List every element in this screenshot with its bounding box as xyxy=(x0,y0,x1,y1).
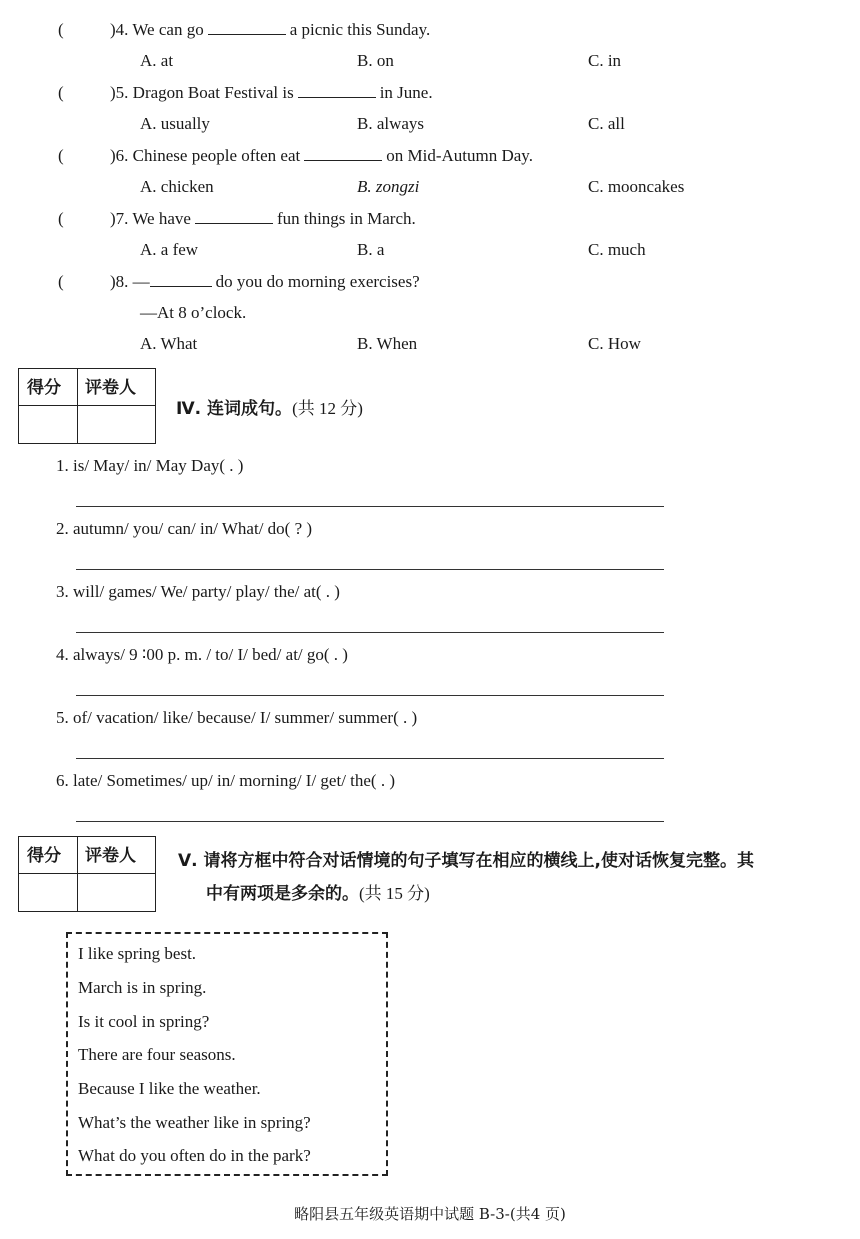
question-text: We can go xyxy=(132,20,204,39)
option-c: C. much xyxy=(588,240,646,259)
answer-line[interactable] xyxy=(76,695,664,696)
section-5-title-line1: Ⅴ. 请将方框中符合对话情境的句子填写在相应的横线上,使对话恢复完整。其 xyxy=(178,851,754,871)
score-label: 得分 xyxy=(27,846,61,866)
option-a: A. What xyxy=(140,334,198,353)
sentence-item-5: 5. of/ vacation/ like/ because/ I/ summer/ summer( . ) xyxy=(56,708,418,727)
sentence-item-4: 4. always/ 9 ∶00 p. m. / to/ I/ bed/ at/ go( . ) xyxy=(56,645,348,664)
question-number: )7. xyxy=(110,209,129,228)
answer-line[interactable] xyxy=(76,758,664,759)
sentence-item-6: 6. late/ Sometimes/ up/ in/ morning/ I/ get/ the( . ) xyxy=(56,771,396,790)
option-b: B. zongzi xyxy=(357,177,420,196)
option-a: A. usually xyxy=(140,114,210,133)
answer-paren[interactable]: ( xyxy=(58,272,64,291)
grader-label: 评卷人 xyxy=(85,378,136,398)
option-c: C. mooncakes xyxy=(588,177,685,196)
sentence-item-3: 3. will/ games/ We/ party/ play/ the/ at( . ) xyxy=(56,582,340,601)
frame-option: What’s the weather like in spring? xyxy=(78,1113,311,1132)
grader-label: 评卷人 xyxy=(85,846,136,866)
answer-line[interactable] xyxy=(76,569,664,570)
question-text: on Mid-Autumn Day. xyxy=(386,146,533,165)
score-box xyxy=(18,836,156,912)
answer-paren[interactable]: ( xyxy=(58,209,64,228)
frame-option: I like spring best. xyxy=(78,944,197,963)
answer-paren[interactable]: ( xyxy=(58,20,64,39)
frame-option: There are four seasons. xyxy=(78,1045,236,1064)
answer-line-text: —At 8 o’clock. xyxy=(140,303,247,322)
question-number: )8. xyxy=(110,272,129,291)
answer-paren[interactable]: ( xyxy=(58,146,64,165)
question-number: )5. xyxy=(110,83,129,102)
answer-line[interactable] xyxy=(76,632,664,633)
blank-line[interactable] xyxy=(208,20,286,35)
option-c: C. all xyxy=(588,114,625,133)
question-text: a picnic this Sunday. xyxy=(289,20,431,39)
question-text: Chinese people often eat xyxy=(132,146,301,165)
sentence-item-2: 2. autumn/ you/ can/ in/ What/ do( ? ) xyxy=(56,519,313,538)
question-text: Dragon Boat Festival is xyxy=(132,83,294,102)
option-b: B. always xyxy=(357,114,425,133)
option-a: A. at xyxy=(140,51,174,70)
answer-paren[interactable]: ( xyxy=(58,83,64,102)
frame-option: Is it cool in spring? xyxy=(78,1012,210,1031)
score-label: 得分 xyxy=(27,378,61,398)
answer-line[interactable] xyxy=(76,821,664,822)
question-text: fun things in March. xyxy=(276,209,416,228)
blank-line[interactable] xyxy=(298,83,376,98)
score-box xyxy=(18,368,156,444)
question-text: in June. xyxy=(379,83,433,102)
option-b: B. When xyxy=(357,334,418,353)
option-a: A. chicken xyxy=(140,177,214,196)
blank-line[interactable] xyxy=(195,209,273,224)
blank-line[interactable] xyxy=(304,146,382,161)
sentence-item-1: 1. is/ May/ in/ May Day( . ) xyxy=(56,456,244,475)
page-footer: 略阳县五年级英语期中试题 B-3-(共4 页) xyxy=(294,1205,566,1223)
frame-option: What do you often do in the park? xyxy=(78,1146,311,1165)
option-c: C. How xyxy=(588,334,641,353)
section-5-title-line2: 中有两项是多余的。(共 15 分) xyxy=(206,884,430,904)
section-4-title: Ⅳ. 连词成句。(共 12 分) xyxy=(176,399,363,419)
answer-line[interactable] xyxy=(76,506,664,507)
option-b: B. a xyxy=(357,240,385,259)
option-b: B. on xyxy=(357,51,394,70)
question-number: )4. xyxy=(110,20,129,39)
blank-line[interactable] xyxy=(150,272,212,287)
frame-option: March is in spring. xyxy=(78,978,207,997)
question-number: )6. xyxy=(110,146,129,165)
option-c: C. in xyxy=(588,51,622,70)
question-text: — xyxy=(132,272,150,291)
option-a: A. a few xyxy=(140,240,199,259)
frame-option: Because I like the weather. xyxy=(78,1079,261,1098)
question-text: We have xyxy=(132,209,191,228)
question-text: do you do morning exercises? xyxy=(215,272,420,291)
